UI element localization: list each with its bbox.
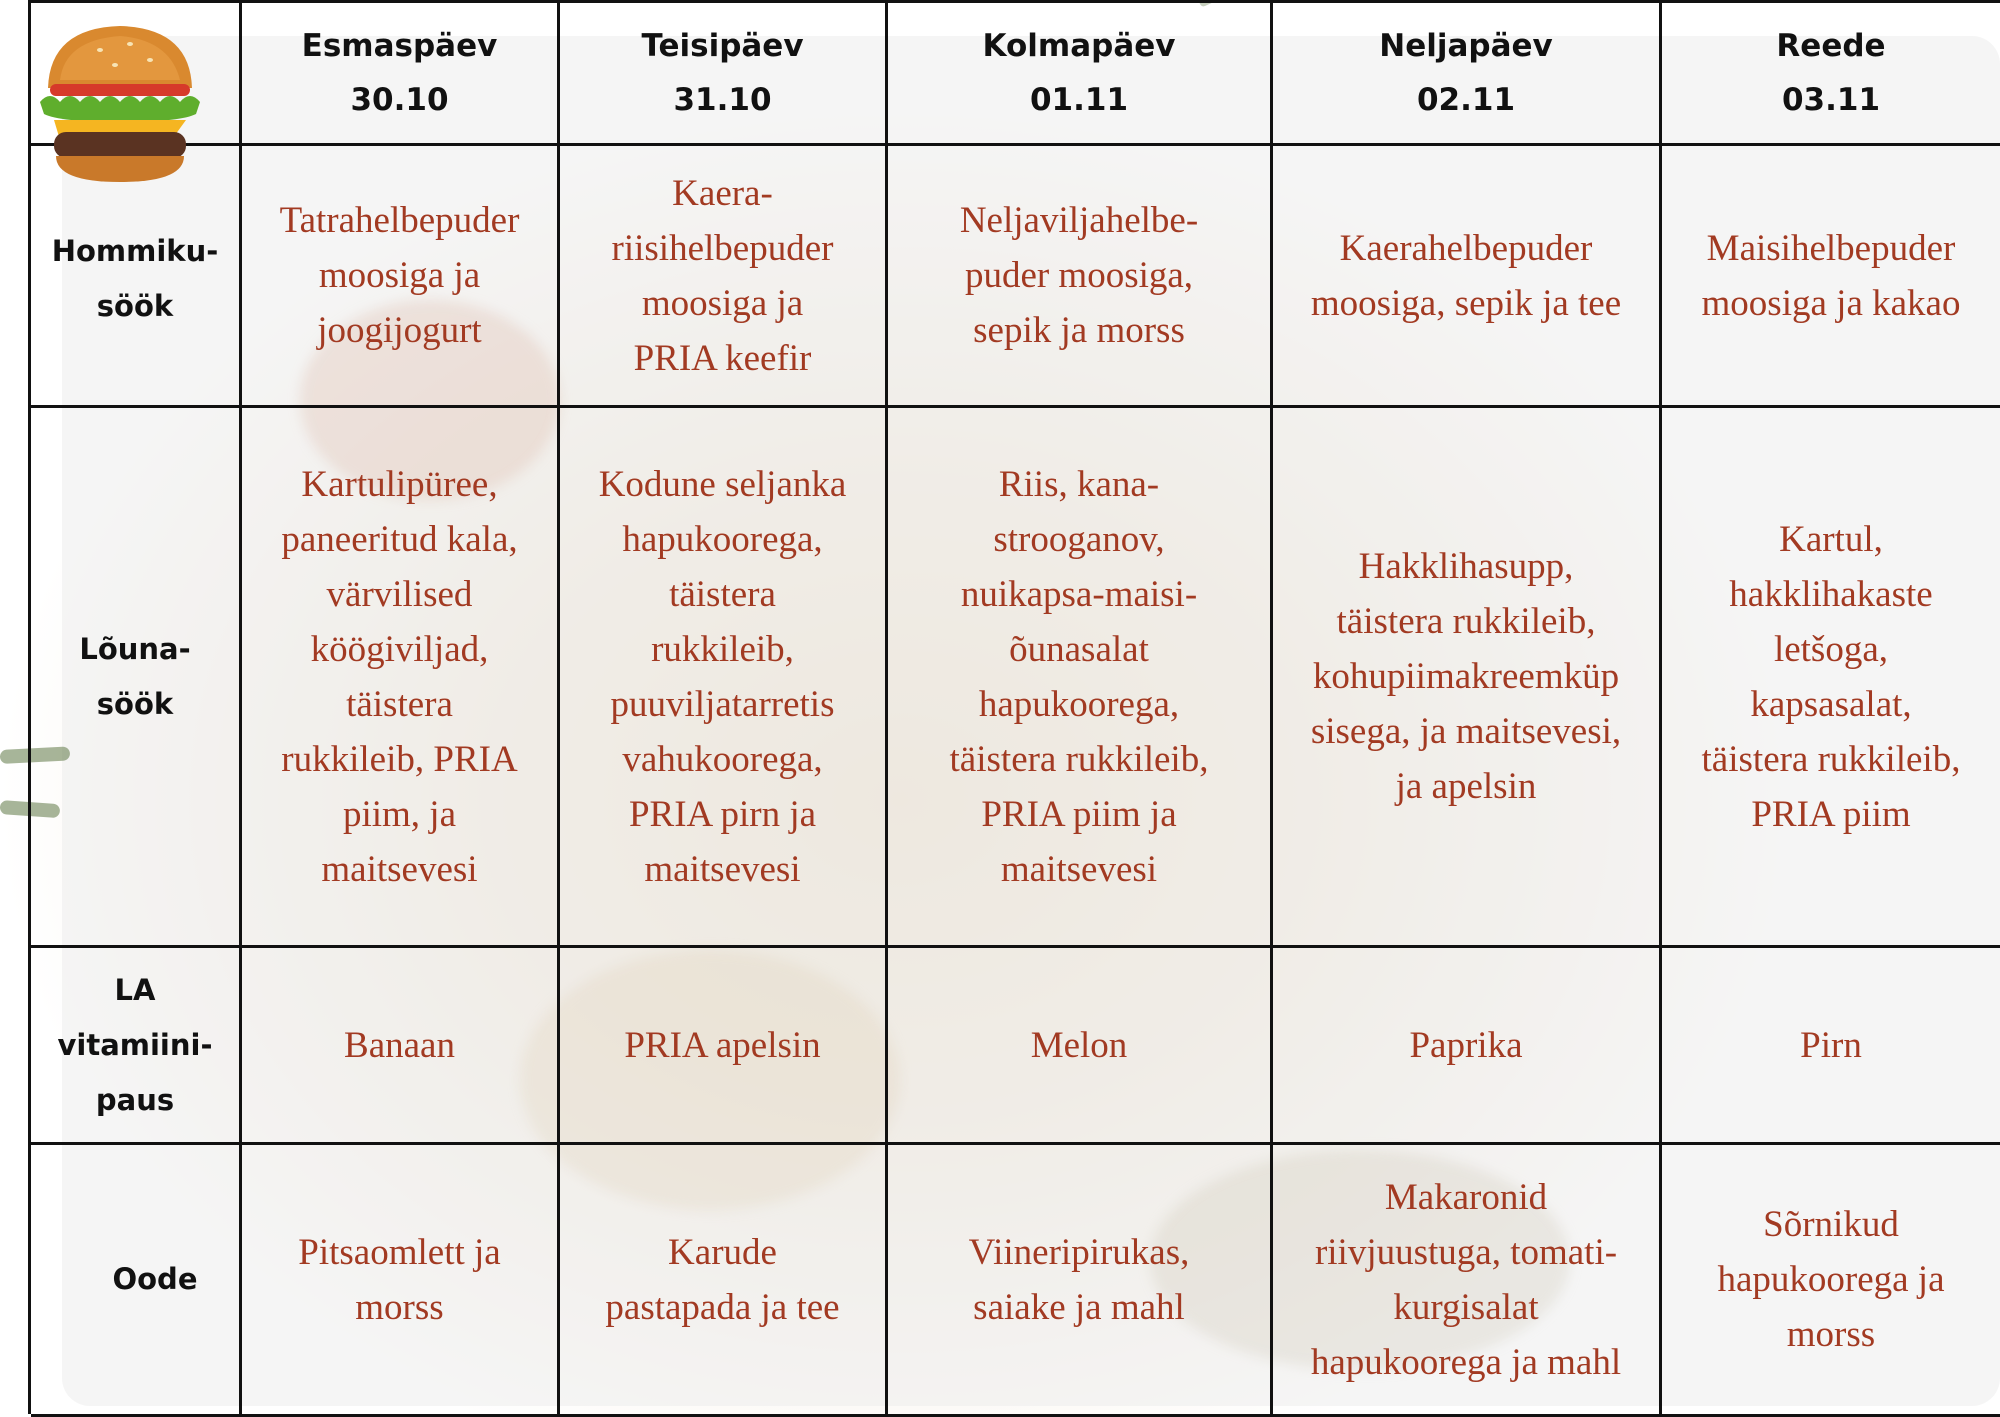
weekly-menu-table [28,0,2000,1414]
row-label-snack: Oode [31,1145,242,1417]
row-label-vitamin-break: LA vitamiini- paus [31,948,242,1145]
meal-vitamin-wednesday: Melon [888,948,1273,1145]
day-name: Teisipäev [641,28,804,64]
meal-breakfast-thursday: Kaerahelbepuder moosiga, sepik ja tee [1273,146,1662,408]
meal-lunch-wednesday: Riis, kana- strooganov, nuikapsa-maisi- õunasalat hapukoorega, täistera rukkileib, PRIA piim ja maitsevesi [888,408,1273,948]
meal-vitamin-monday: Banaan [242,948,560,1145]
day-date: 01.11 [1029,82,1129,118]
meal-breakfast-monday: Tatrahelbepuder moosiga ja joogijogurt [242,146,560,408]
meal-lunch-thursday: Hakklihasupp, täistera rukkileib, kohupiimakreemküp sisega, ja maitsevesi, ja apelsin [1273,408,1662,948]
meal-vitamin-thursday: Paprika [1273,948,1662,1145]
day-name: Neljapäev [1379,28,1553,64]
meal-vitamin-tuesday: PRIA apelsin [560,948,888,1145]
meal-snack-tuesday: Karude pastapada ja tee [560,1145,888,1417]
meal-snack-wednesday: Viineripirukas, saiake ja mahl [888,1145,1273,1417]
day-date: 03.11 [1781,82,1881,118]
day-name: Reede [1776,28,1886,64]
meal-breakfast-tuesday: Kaera- riisihelbepuder moosiga ja PRIA keefir [560,146,888,408]
day-header-monday [242,3,560,146]
day-header-friday [1662,3,2000,146]
burger-icon [20,10,220,210]
day-header-tuesday [560,3,888,146]
day-name: Kolmapäev [982,28,1176,64]
row-label-breakfast: Hommiku- söök [31,146,242,408]
day-date: 31.10 [673,82,772,118]
meal-breakfast-friday: Maisihelbepuder moosiga ja kakao [1662,146,2000,408]
day-date: 30.10 [350,82,449,118]
meal-lunch-friday: Kartul, hakklihakaste letšoga, kapsasalat, täistera rukkileib, PRIA piim [1662,408,2000,948]
meal-snack-friday: Sõrnikud hapukoorega ja morss [1662,1145,2000,1417]
day-name: Esmaspäev [301,28,498,64]
meal-snack-thursday: Makaronid riivjuustuga, tomati- kurgisalat hapukoorega ja mahl [1273,1145,1662,1417]
day-header-wednesday [888,3,1273,146]
day-header-thursday [1273,3,1662,146]
day-date: 02.11 [1416,82,1516,118]
meal-breakfast-wednesday: Neljaviljahelbe- puder moosiga, sepik ja morss [888,146,1273,408]
meal-lunch-monday: Kartulipüree, paneeritud kala, värvilised köögiviljad, täistera rukkileib, PRIA piim, ja maitsevesi [242,408,560,948]
row-label-lunch: Lõuna- söök [31,408,242,948]
meal-snack-monday: Pitsaomlett ja morss [242,1145,560,1417]
meal-lunch-tuesday: Kodune seljanka hapukoorega, täistera rukkileib, puuviljatarretis vahukoorega, PRIA pirn ja maitsevesi [560,408,888,948]
meal-vitamin-friday: Pirn [1662,948,2000,1145]
